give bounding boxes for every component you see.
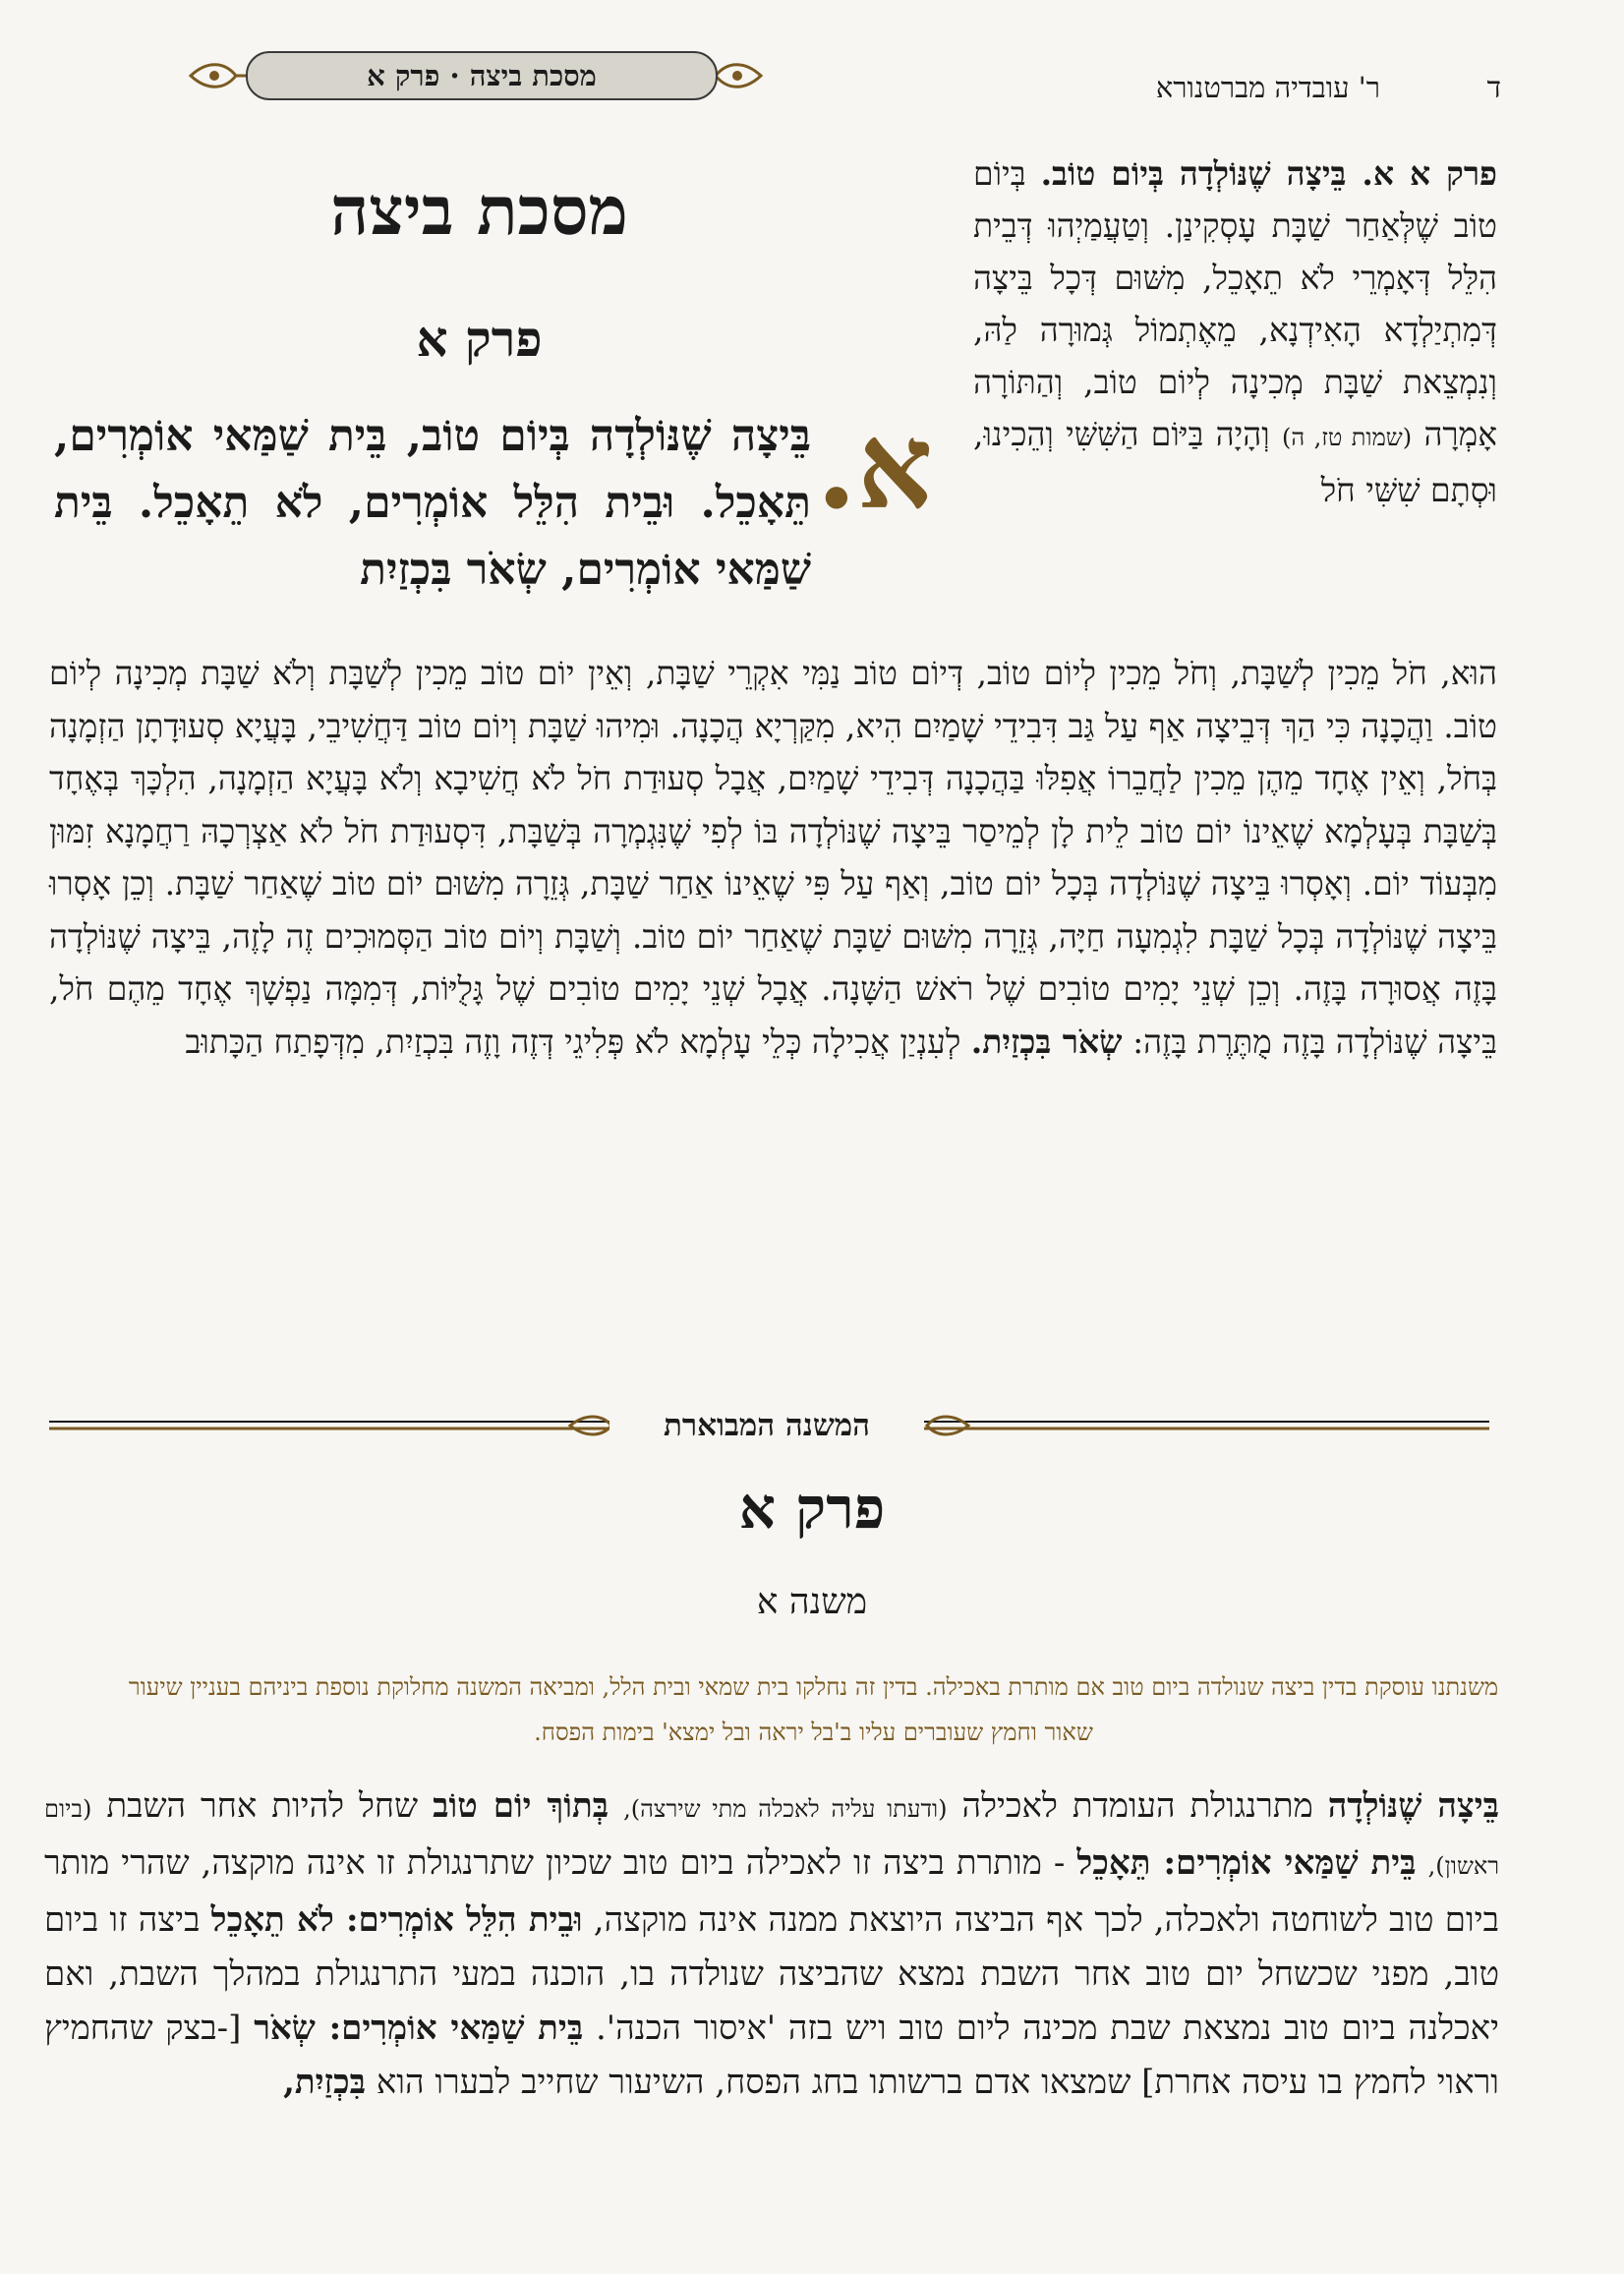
- bartenura-headword-2: שְׂאֹר בִּכְזַיִת.: [970, 1021, 1123, 1061]
- explained-headword-1: בֵּיצָה שֶׁנּוֹלְדָה: [1327, 1786, 1500, 1826]
- explained-headword-2: בְּתוֹךְ יוֹם טוֹב: [433, 1786, 609, 1826]
- tractate-chapter-tab: מסכת ביצה · פרק א: [246, 51, 718, 100]
- explained-parenthetical-1: (ודעתו עליה לאכלה מתי שירצה),: [623, 1795, 948, 1823]
- bartenura-heading: פרק א א. בֵּיצָה שֶׁנּוֹלְדָה בְּיוֹם טוֹב.: [1040, 154, 1497, 193]
- explained-text-5: [-בצק שהחמיץ וראוי לחמץ בו עיסה אחרת] שמצאו אדם ברשותו בחג הפסח, השיעור שחייב לבערו הוא: [44, 2009, 1499, 2102]
- explained-text-4: ביצה זו ביום טוב, מפני שכשחל יום טוב אחר השבת נמצא שהביצה שנולדה בו, הוכנה במעי התרנגולת במהלך השבת, ואם יאכלנה ביום טוב נמצאת שבת מכינה ליום טוב ויש בזה 'איסור הכנה'.: [44, 1900, 1499, 2048]
- bartenura-full-width: [49, 647, 1497, 1068]
- explained-text-3: - מותרת ביצה זו לאכילה ביום טוב שכיון שתרנגולת זו אינה מוקצה, שהרי מותר ביום טוב לשוחטה ולאכלה, לכך אף הביצה היוצאת ממנה אינה מוקצה,: [44, 1843, 1500, 1940]
- bartenura-full-text-2: לְעִנְיַן אֲכִילָה כְּלֵי עָלְמָא לֹא פְּלִיגֵי דְּזֶה וָזֶה בִּכְזַיִת, מִדְּפָתַח הַכָּתוּב: [185, 1021, 961, 1061]
- section-divider-label: המשנה המבוארת: [609, 1408, 924, 1443]
- explained-headword-6: בִּכְזַיִת,: [283, 2063, 367, 2102]
- running-header-author: ר' עובדיה מברטנורא: [1155, 71, 1380, 104]
- explained-mishnah-label: משנה א: [756, 1582, 868, 1622]
- explained-chapter-title: פרק א: [738, 1475, 886, 1542]
- explained-parenthetical-2: (ביום ראשון),: [44, 1795, 1500, 1880]
- explained-text-1: מתרנגולת העומדת לאכילה: [961, 1786, 1313, 1826]
- explained-headword-3: בֵּית שַׁמַּאי אוֹמְרִים: תֵּאָכֵל: [1076, 1843, 1417, 1883]
- explained-intro: משנתנו עוסקת בדין ביצה שנולדה ביום טוב אם מותרת באכילה. בדין זה נחלקו בית שמאי ובית הלל, ומביאה המשנה מחלוקת נוספת ביניהם בעניין שיעור שאור וחמץ שעוברים עליו ב'בל יראה ובל ימצא' בימות הפסח.: [128, 1673, 1499, 1746]
- bartenura-column-text: בְּיוֹם טוֹב שֶׁלְּאַחַר שַׁבָּת עָסְקִינַן. וְטַעֲמַיְהוּ דְּבֵית הִלֵּל דְּאָמְרֵי לֹא תֵאָכֵל, מִשּׁוּם דְּכָל בֵּיצָה דְּמִתְיַלְדָא הָאִידְנָא, מֵאֶתְמוֹל גְּמוּרָה לַהּ, וְנִמְצֵאת שַׁבָּת מְכִינָה לְיוֹם טוֹב, וְהַתּוֹרָה אָמְרָה: [973, 154, 1497, 453]
- explained-text-2: שחל להיות אחר השבת: [106, 1786, 419, 1826]
- bartenura-citation: (שמות טז, ה): [1281, 424, 1413, 451]
- page-number: ד: [1486, 71, 1501, 105]
- explained-body: [44, 1779, 1499, 2110]
- mishnah-text: בֵּיצָה שֶׁנּוֹלְדָה בְּיוֹם טוֹב, בֵּית שַׁמַּאי אוֹמְרִים, תֵּאָכֵל. וּבֵית הִלֵּל אוֹמְרִים, לֹא תֵאָכֵל. בֵּית שַׁמַּאי אוֹמְרִים, שְׂאֹר בִּכְזַיִת: [54, 411, 811, 595]
- explained-headword-5: בֵּית שַׁמַּאי אוֹמְרִים: שְׂאֹר: [254, 2009, 584, 2048]
- tractate-title: מסכת ביצה: [330, 172, 628, 251]
- chapter-title: פרק א: [416, 310, 543, 368]
- bartenura-full-text: הוּא, חֹל מֵכִין לְשַׁבָּת, וְחֹל מֵכִין לְיוֹם טוֹב, דְּיוֹם טוֹב נַמִּי אִקְרֵי שַׁבָּת, וְאֵין יוֹם טוֹב מֵכִין לְשַׁבָּת וְלֹא שַׁבָּת מְכִינָה לְיוֹם טוֹב. וַהֲכָנָה כִּי הַךְ דְּבֵיצָה אַף עַל גַּב דִּבִידֵי שָׁמַיִם הִיא, מִקַּרְיָא הֲכָנָה. וּמִיהוּ שַׁבָּת וְיוֹם טוֹב דַּחֲשִׁיבֵי, בָּעֲיָא סְעוּדָתָן הַזְמָנָה בְּחֹל, וְאֵין אֶחָד מֵהֶן מֵכִין לַחֲבֵרוֹ אֲפִלּוּ בַּהֲכָנָה דְּבִידֵי שָׁמַיִם, אֲבָל סְעוּדַת חֹל לֹא חֲשִׁיבָא וְלֹא בָּעֲיָא הַזְמָנָה, הִלְכָּךְ בְּאֶחָד בְּשַׁבָּת בְּעָלְמָא שֶׁאֵינוֹ יוֹם טוֹב לֵית לָן לְמֵיסַר בֵּיצָה שֶׁנּוֹלְדָה בּוֹ לְפִי שֶׁנִּגְמְרָה בְּשַׁבָּת, דִּסְעוּדַת חֹל לֹא אַצְרְכָהּ רַחֲמָנָא זִמּוּן מִבְּעוֹד יוֹם. וְאָסְרוּ בֵּיצָה שֶׁנּוֹלְדָה בְּכָל יוֹם טוֹב, וְאַף עַל פִּי שֶׁאֵינוֹ אַחַר שַׁבָּת, גְּזֵרָה מִשּׁוּם יוֹם טוֹב שֶׁאַחַר שַׁבָּת. וְכֵן אָסְרוּ בֵּיצָה שֶׁנּוֹלְדָה בְּכָל שַׁבָּת לִגְמִעָה חַיָּה, גְּזֵרָה מִשּׁוּם שַׁבָּת שֶׁאַחַר יוֹם טוֹב. וְשַׁבָּת וְיוֹם טוֹב הַסְּמוּכִים זֶה לָזֶה, בֵּיצָה שֶׁנּוֹלְדָה בָּזֶה אֲסוּרָה בָּזֶה. וְכֵן שְׁנֵי יָמִים טוֹבִים שֶׁל רֹאשׁ הַשָּׁנָה. אֲבָל שְׁנֵי יָמִים טוֹבִים שֶׁל גָּלֻיּוֹת, דְּמִמָּה נַפְשָׁךְ אֶחָד מֵהֶם חֹל, בֵּיצָה שֶׁנּוֹלְדָה בָּזֶה מֻתֶּרֶת בָּזֶה:: [49, 654, 1497, 1061]
- explained-headword-4: וּבֵית הִלֵּל אוֹמְרִים: לֹא תֵאָכֵל: [210, 1900, 583, 1940]
- mishnah-opening-letter: א.: [816, 397, 933, 536]
- bartenura-column-text-2: וְהָיָה בַּיּוֹם הַשִּׁשִּׁי וְהֵכִינוּ, וּסְתָם שִׁשִּׁי חֹל: [973, 415, 1497, 509]
- bartenura-column: [973, 147, 1497, 516]
